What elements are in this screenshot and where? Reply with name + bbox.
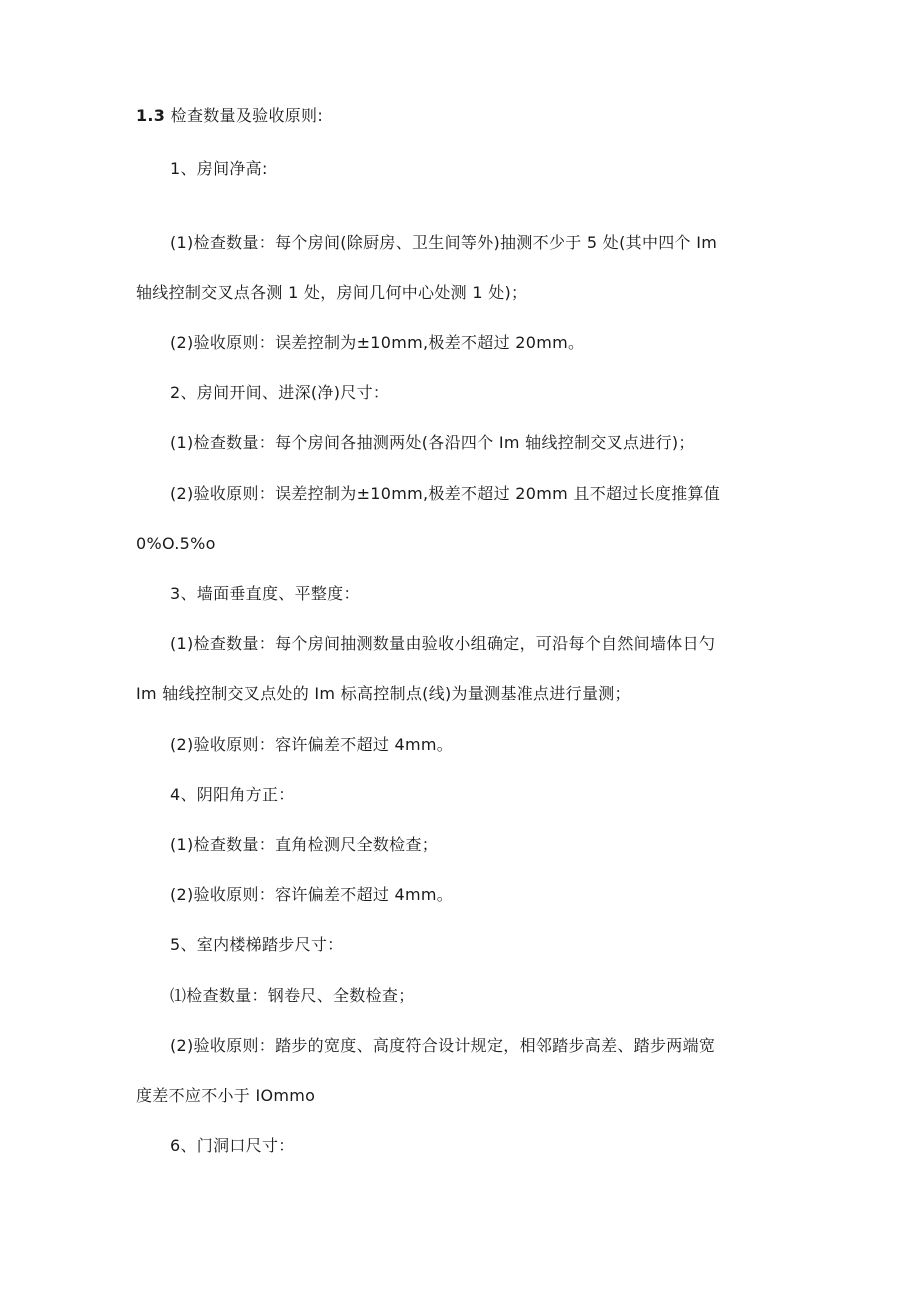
paragraph-line: (1)检查数量：每个房间各抽测两处(各沿四个 Im 轴线控制交叉点进行)； bbox=[170, 433, 695, 452]
section-number: 1.3 bbox=[136, 106, 166, 125]
paragraph-line: 度差不应不小于 IOmmo bbox=[136, 1086, 316, 1105]
paragraph-line: (1)检查数量：每个房间抽测数量由验收小组确定，可沿每个自然间墙体日勺 bbox=[170, 634, 716, 653]
subsection-title-3: 3、墙面垂直度、平整度： bbox=[170, 584, 360, 603]
paragraph-line: 0%O.5%o bbox=[136, 534, 216, 553]
paragraph-line: (2)验收原则：踏步的宽度、高度符合设计规定，相邻踏步高差、踏步两端宽 bbox=[170, 1036, 716, 1055]
subsection-title-5: 5、室内楼梯踏步尺寸： bbox=[170, 935, 344, 954]
paragraph-line: (2)验收原则：误差控制为±10mm,极差不超过 20mm。 bbox=[170, 333, 585, 352]
paragraph-line: Im 轴线控制交叉点处的 Im 标高控制点(线)为量测基准点进行量测； bbox=[136, 684, 631, 703]
subsection-title-6: 6、门洞口尺寸： bbox=[170, 1136, 295, 1155]
paragraph-line: 轴线控制交叉点各测 1 处，房间几何中心处测 1 处)； bbox=[136, 283, 528, 302]
paragraph-line: (1)检查数量：每个房间(除厨房、卫生间等外)抽测不少于 5 处(其中四个 Im bbox=[170, 233, 718, 252]
paragraph-line: (1)检查数量：直角检测尺全数检查； bbox=[170, 835, 439, 854]
subsection-title-1: 1、房间净高: bbox=[170, 159, 268, 178]
section-title: 检查数量及验收原则: bbox=[170, 106, 324, 125]
paragraph-line: ⑴检查数量：钢卷尺、全数检查； bbox=[170, 986, 415, 1005]
subsection-title-2: 2、房间开间、进深(净)尺寸： bbox=[170, 383, 390, 402]
subsection-title-4: 4、阴阳角方正： bbox=[170, 785, 295, 804]
section-heading bbox=[136, 106, 323, 126]
paragraph-line: (2)验收原则：误差控制为±10mm,极差不超过 20mm 且不超过长度推算值 bbox=[170, 484, 721, 503]
paragraph-line: (2)验收原则：容许偏差不超过 4mm。 bbox=[170, 735, 454, 754]
paragraph-line: (2)验收原则：容许偏差不超过 4mm。 bbox=[170, 885, 454, 904]
